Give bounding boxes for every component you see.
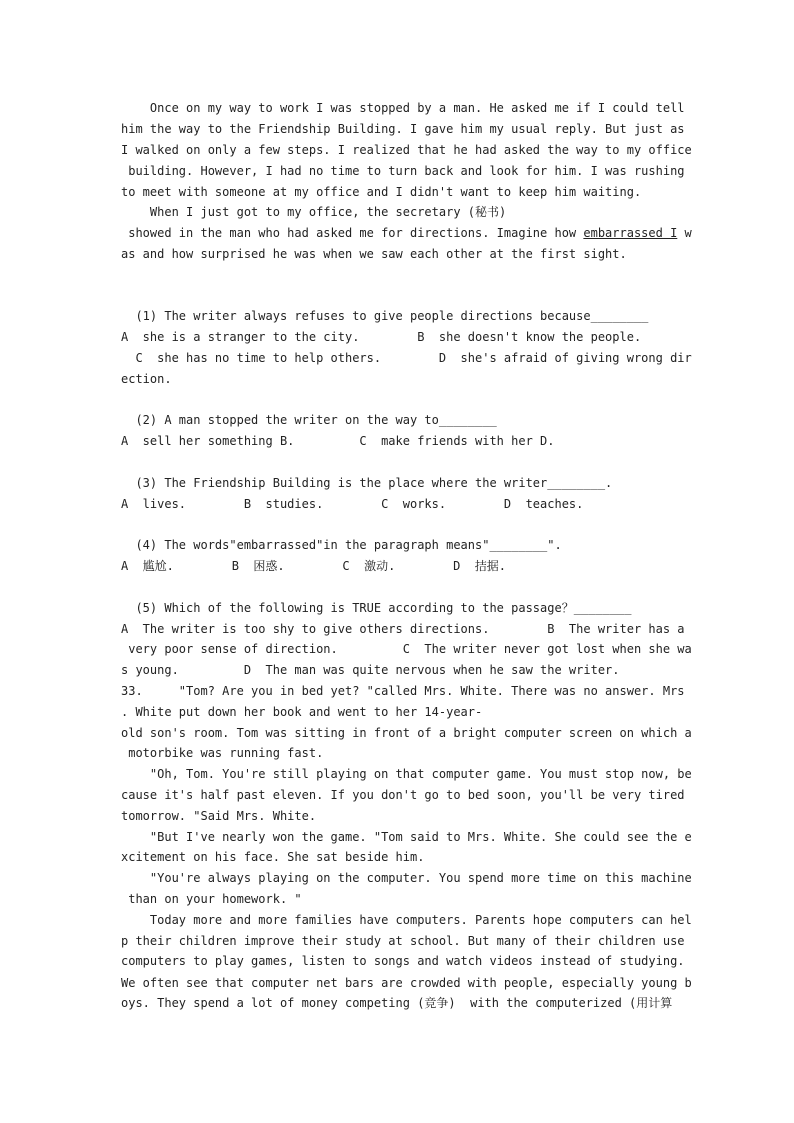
passage1-line: When I just got to my office, the secretary (秘书) bbox=[121, 205, 507, 219]
passage1-line: to meet with someone at my office and I didn't want to keep him waiting. bbox=[121, 185, 642, 199]
question-options: A lives. B studies. C works. D teaches. bbox=[121, 497, 584, 511]
question-options: A The writer is too shy to give others directions. B The writer has a bbox=[121, 622, 685, 636]
passage2-line: than on your homework. " bbox=[121, 892, 302, 906]
question-stem: (3) The Friendship Building is the place where the writer________. bbox=[121, 476, 613, 490]
question-options: C she has no time to help others. D she's afraid of giving wrong dir bbox=[121, 351, 692, 365]
passage2-line: old son's room. Tom was sitting in front of a bright computer screen on which a bbox=[121, 726, 692, 740]
question-stem: (1) The writer always refuses to give people directions because________ bbox=[121, 309, 649, 323]
question-stem: (5) Which of the following is TRUE according to the passage？________ bbox=[121, 601, 632, 615]
question-stem: (2) A man stopped the writer on the way to________ bbox=[121, 413, 497, 427]
passage2-line: "Oh, Tom. You're still playing on that computer game. You must stop now, be bbox=[121, 767, 692, 781]
passage1-line bbox=[121, 225, 692, 241]
passage2-line: "You're always playing on the computer. You spend more time on this machine bbox=[121, 871, 692, 885]
passage2-line: tomorrow. "Said Mrs. White. bbox=[121, 809, 317, 823]
question-stem: (4) The words"embarrassed"in the paragraph means"________". bbox=[121, 538, 562, 552]
passage2-line: motorbike was running fast. bbox=[121, 746, 324, 760]
question-options: A sell her something B. C make friends with her D. bbox=[121, 434, 555, 448]
question-options: A 尴尬. B 困惑. C 激动. D 拮据. bbox=[121, 559, 506, 573]
passage2-line: Today more and more families have computers. Parents hope computers can hel bbox=[121, 913, 692, 927]
underlined-word: embarrassed I bbox=[583, 226, 678, 240]
passage1-line: building. However, I had no time to turn back and look for him. I was rushing bbox=[121, 164, 685, 178]
passage2-line: p their children improve their study at school. But many of their children use bbox=[121, 934, 685, 948]
passage2-line: "But I've nearly won the game. "Tom said to Mrs. White. She could see the e bbox=[121, 830, 692, 844]
question-options: A she is a stranger to the city. B she doesn't know the people. bbox=[121, 330, 642, 344]
question-options: very poor sense of direction. C The writer never got lost when she wa bbox=[121, 642, 692, 656]
passage1-line-text: showed in the man who had asked me for directions. Imagine how bbox=[121, 226, 584, 240]
passage1-line: Once on my way to work I was stopped by a man. He asked me if I could tell bbox=[121, 101, 685, 115]
passage1-line: as and how surprised he was when we saw each other at the first sight. bbox=[121, 247, 627, 261]
passage2-line: cause it's half past eleven. If you don't go to bed soon, you'll be very tired bbox=[121, 788, 685, 802]
passage2-line: 33. "Tom? Are you in bed yet? "called Mrs. White. There was no answer. Mrs bbox=[121, 684, 685, 698]
passage2-line: computers to play games, listen to songs and watch videos instead of studying. bbox=[121, 954, 685, 968]
passage1-line: I walked on only a few steps. I realized that he had asked the way to my office bbox=[121, 143, 692, 157]
passage1-line: him the way to the Friendship Building. I gave him my usual reply. But just as bbox=[121, 122, 685, 136]
passage2-line: We often see that computer net bars are crowded with people, especially young b bbox=[121, 976, 692, 990]
passage1-line-tail: w bbox=[677, 226, 692, 240]
question-options: ection. bbox=[121, 372, 172, 386]
passage2-line: xcitement on his face. She sat beside him. bbox=[121, 850, 425, 864]
passage2-line: oys. They spend a lot of money competing (竞争) with the computerized (用计算 bbox=[121, 996, 673, 1010]
passage2-line: . White put down her book and went to her 14-year- bbox=[121, 705, 483, 719]
question-options: s young. D The man was quite nervous when he saw the writer. bbox=[121, 663, 620, 677]
